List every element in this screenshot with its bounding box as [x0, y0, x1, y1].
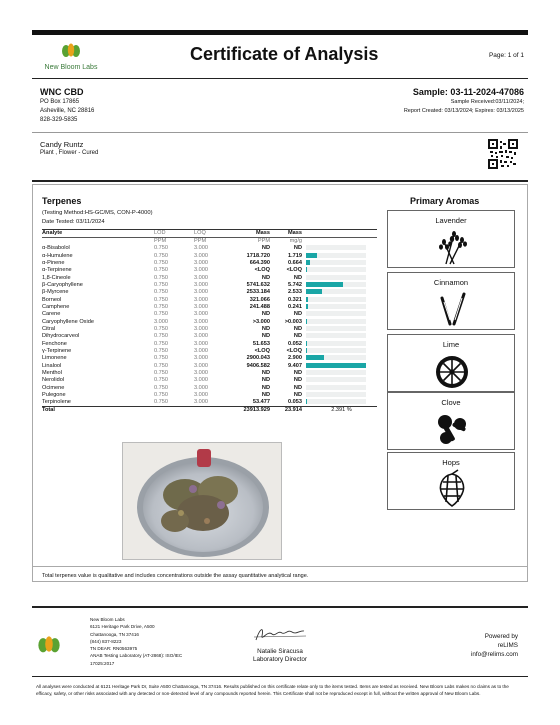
unit-ppm: PPM [257, 238, 270, 244]
analyte-cell: β-Myrcene [42, 289, 69, 296]
mass-mg-cell: 0.053 [288, 399, 302, 406]
loq-cell: 3.000 [194, 362, 208, 369]
mass-ppm-cell: ND [261, 274, 270, 281]
total-pct: 2.391 % [302, 407, 377, 415]
mass-ppm-cell: ND [261, 370, 270, 377]
mass-ppm-cell: 2533.184 [246, 289, 270, 296]
results-frame [32, 184, 528, 582]
page-title: Certificate of Analysis [190, 44, 379, 64]
mass-ppm-cell: 241.488 [249, 303, 270, 310]
loq-cell: 3.000 [194, 311, 208, 318]
lab-name: New Bloom Labs [44, 64, 98, 71]
analyte-cell: Citral [42, 325, 56, 332]
mass-mg-cell: ND [293, 384, 302, 391]
mass-mg-cell: ND [293, 333, 302, 340]
loq-cell: 3.000 [194, 370, 208, 377]
disclaimer: All analyses were conducted at 6121 Heritage Park Dr, Suite A500 Chattanooga, TN 37416. Results published on this certificate relate only to the items tested. Items are tested as received. New Bloom Labs makes no claims as to the efficacy, safety, or other risks associated with any detected or non-detected level of any compounds reported herein. This Certificate shall not be reproduced except in full, without the written approval of New Bloom Labs. [36, 684, 509, 697]
lod-cell: 0.750 [154, 303, 168, 310]
loq-cell: 3.000 [194, 259, 208, 266]
report-dates: Report Created: 03/13/2024; Expires: 03/13/2025 [403, 108, 524, 114]
total-ppm: 23913.929 [230, 407, 270, 415]
lod-cell: 0.750 [154, 340, 168, 347]
mass-ppm-cell: ND [261, 325, 270, 332]
mass-ppm-cell: 1718.720 [246, 252, 270, 259]
mass-ppm-cell: ND [261, 333, 270, 340]
signature-image [250, 624, 310, 644]
aroma-label: Cinnamon [433, 278, 469, 287]
lab-contact-dear: TN DEAR: RN0563975 [90, 646, 138, 652]
product-divider [32, 180, 528, 182]
mass-mg-cell: ND [293, 370, 302, 377]
mass-ppm-cell: ND [261, 245, 270, 252]
mass-ppm-cell: 321.066 [249, 296, 270, 303]
lod-cell: 0.750 [154, 325, 168, 332]
loq-cell: 3.000 [194, 347, 208, 354]
mass-mg-cell: ND [293, 245, 302, 252]
unit-loq: PPM [194, 238, 207, 244]
mass-ppm-cell: 664.390 [249, 259, 270, 266]
loq-cell: 3.000 [194, 281, 208, 288]
lod-cell: 0.750 [154, 370, 168, 377]
lod-cell: 0.750 [154, 296, 168, 303]
analyte-cell: Pulegone [42, 392, 66, 399]
mass-mg-cell: 0.321 [288, 296, 302, 303]
footer-rule [32, 606, 528, 608]
total-label: Total [42, 407, 154, 415]
sample-info [404, 86, 524, 116]
analyte-cell: Linalool [42, 362, 62, 369]
mass-ppm-cell: >3.000 [252, 318, 270, 325]
loq-cell: 3.000 [194, 325, 208, 332]
platform-email[interactable]: info@relims.com [471, 651, 518, 658]
terpenes-footnote: Total terpenes value is qualitative and includes concentrations outside the assay quantitative analytical range. [42, 573, 309, 579]
analyte-cell: Dihydrocarveol [42, 333, 80, 340]
lod-cell: 0.750 [154, 355, 168, 362]
analyte-cell: Caryophyllene Oxide [42, 318, 94, 325]
mass-ppm-cell: ND [261, 311, 270, 318]
loq-cell: 3.000 [194, 289, 208, 296]
loq-cell: 3.000 [194, 274, 208, 281]
aroma-label: Lavender [435, 216, 467, 225]
header-divider [32, 78, 528, 79]
loq-cell: 3.000 [194, 392, 208, 399]
loq-cell: 3.000 [194, 296, 208, 303]
analyte-cell: Camphene [42, 303, 70, 310]
loq-cell: 3.000 [194, 399, 208, 406]
mass-ppm-cell: 53.477 [252, 399, 270, 406]
unit-mg: mg/g [289, 238, 302, 244]
mass-ppm-cell: <LOQ [254, 267, 270, 274]
footer-logo-icon [36, 634, 62, 654]
lab-contact-anab: ANAB Testing Laboratory (AT-2868): ISO/IEC [90, 653, 183, 659]
sample-id: Sample: 03-11-2024-47086 [412, 87, 524, 97]
lod-cell: 0.750 [154, 289, 168, 296]
col-mass-mg: Mass [270, 230, 302, 238]
lab-logo [36, 42, 106, 71]
testing-method: (Testing Method:HS-GC/MS, CON-P-4000) [42, 210, 153, 216]
mass-mg-cell: 1.719 [288, 252, 302, 259]
analyte-cell: α-Humulene [42, 252, 73, 259]
date-tested: Date Tested: 03/11/2024 [42, 218, 105, 225]
col-mass-ppm: Mass [230, 230, 270, 238]
lod-cell: 0.750 [154, 267, 168, 274]
loq-cell: 3.000 [194, 318, 208, 325]
mass-ppm-cell: 9406.582 [246, 362, 270, 369]
footnote-divider [32, 566, 528, 567]
loq-cell: 3.000 [194, 252, 208, 259]
mass-ppm-cell: ND [261, 377, 270, 384]
col-analyte: Analyte [42, 230, 154, 238]
analyte-cell: 1,8-Cineole [42, 274, 71, 281]
loq-cell: 3.000 [194, 333, 208, 340]
analyte-cell: α-Terpinene [42, 267, 72, 274]
lod-cell: 3.000 [154, 318, 168, 325]
qr-code[interactable] [488, 139, 518, 169]
product-name: Candy Runtz [40, 140, 84, 149]
analyte-cell: Carene [42, 311, 61, 318]
lab-contact-city: Chattanooga, TN 37416 [90, 631, 139, 637]
client-address2: Asheville, NC 28816 [40, 108, 95, 114]
analyte-cell: γ-Terpinene [42, 347, 72, 354]
lab-contact-name: New Bloom Labs [90, 617, 125, 622]
analyte-cell: α-Bisabolol [42, 245, 70, 252]
mass-mg-cell: >0.003 [284, 318, 302, 325]
signer-title: Laboratory Director [253, 656, 307, 663]
terpenes-title: Terpenes [42, 196, 82, 206]
mass-mg-cell: ND [293, 311, 302, 318]
total-mg: 23.914 [270, 407, 302, 415]
lod-cell: 0.750 [154, 333, 168, 340]
mass-mg-cell: 9.407 [288, 362, 302, 369]
analyte-cell: Borneol [42, 296, 62, 303]
lod-cell: 0.750 [154, 245, 168, 252]
platform-name: reLIMS [497, 642, 518, 649]
mass-ppm-cell: ND [261, 392, 270, 399]
client-phone: 828-329-5835 [40, 117, 78, 123]
product-type: Plant , Flower - Cured [40, 150, 99, 156]
lab-logo-icon [60, 42, 82, 58]
mass-mg-cell: ND [293, 392, 302, 399]
client-info [40, 86, 94, 125]
analyte-cell: Terpinolene [42, 399, 71, 406]
mass-mg-cell: 0.664 [288, 259, 302, 266]
lod-cell: 0.750 [154, 274, 168, 281]
mass-mg-cell: <LOQ [286, 347, 302, 354]
mass-mg-cell: 0.052 [288, 340, 302, 347]
lab-contact [90, 616, 182, 667]
signature-block [240, 624, 320, 665]
analyte-cell: Menthol [42, 370, 62, 377]
page-number: Page: 1 of 1 [488, 52, 524, 59]
lab-contact-phone: (844) 837-8223 [90, 638, 122, 644]
aroma-label: Lime [442, 340, 460, 349]
lod-cell: 0.750 [154, 311, 168, 318]
lod-cell: 0.750 [154, 399, 168, 406]
powered-by [471, 632, 518, 659]
client-name: WNC CBD [40, 87, 84, 97]
mass-mg-cell: ND [293, 377, 302, 384]
mass-mg-cell: 2.533 [288, 289, 302, 296]
lod-cell: 0.750 [154, 362, 168, 369]
loq-cell: 3.000 [194, 303, 208, 310]
lab-contact-address: 6121 Heritage Park Drive, A500 [90, 624, 155, 630]
analyte-cell: α-Pinene [42, 259, 65, 266]
lab-contact-iso: 17025:2017 [90, 660, 115, 666]
mass-ppm-cell: 51.653 [252, 340, 270, 347]
powered-by-label: Powered by [484, 633, 518, 640]
lod-cell: 0.750 [154, 259, 168, 266]
disclaimer-rule [32, 676, 528, 677]
mass-ppm-cell: 2900.043 [246, 355, 270, 362]
aromas-title: Primary Aromas [410, 196, 480, 206]
analyte-cell: β-Caryophyllene [42, 281, 83, 288]
mass-mg-cell: <LOQ [286, 267, 302, 274]
top-rule [32, 30, 528, 35]
signer-name: Natalie Siracusa [257, 647, 303, 655]
aroma-label: Hops [442, 458, 460, 467]
col-loq: LOQ [194, 230, 230, 238]
lod-cell: 0.750 [154, 347, 168, 354]
loq-cell: 3.000 [194, 384, 208, 391]
client-divider [32, 132, 528, 133]
lod-cell: 0.750 [154, 252, 168, 259]
product-info [40, 140, 98, 158]
loq-cell: 3.000 [194, 245, 208, 252]
mass-mg-cell: 2.900 [288, 355, 302, 362]
mass-mg-cell: ND [293, 325, 302, 332]
aroma-label: Clove [441, 398, 461, 407]
mass-mg-cell: ND [293, 274, 302, 281]
sample-received: Sample Received:03/11/2024; [450, 99, 524, 105]
mass-mg-cell: 5.742 [288, 281, 302, 288]
loq-cell: 3.000 [194, 355, 208, 362]
lod-cell: 0.750 [154, 384, 168, 391]
mass-mg-cell: 0.241 [288, 303, 302, 310]
mass-ppm-cell: 5741.632 [246, 281, 270, 288]
analyte-cell: Nerolidol [42, 377, 65, 384]
loq-cell: 3.000 [194, 267, 208, 274]
mass-ppm-cell: <LOQ [254, 347, 270, 354]
lod-cell: 0.750 [154, 377, 168, 384]
col-lod: LOD [154, 230, 194, 238]
analyte-cell: Fenchone [42, 340, 67, 347]
analyte-cell: Ocimene [42, 384, 65, 391]
lod-cell: 0.750 [154, 281, 168, 288]
loq-cell: 3.000 [194, 340, 208, 347]
mass-ppm-cell: ND [261, 384, 270, 391]
client-address1: PO Box 17865 [40, 99, 80, 105]
loq-cell: 3.000 [194, 377, 208, 384]
unit-lod: PPM [154, 238, 167, 244]
analyte-cell: Limonene [42, 355, 67, 362]
lod-cell: 0.750 [154, 392, 168, 399]
